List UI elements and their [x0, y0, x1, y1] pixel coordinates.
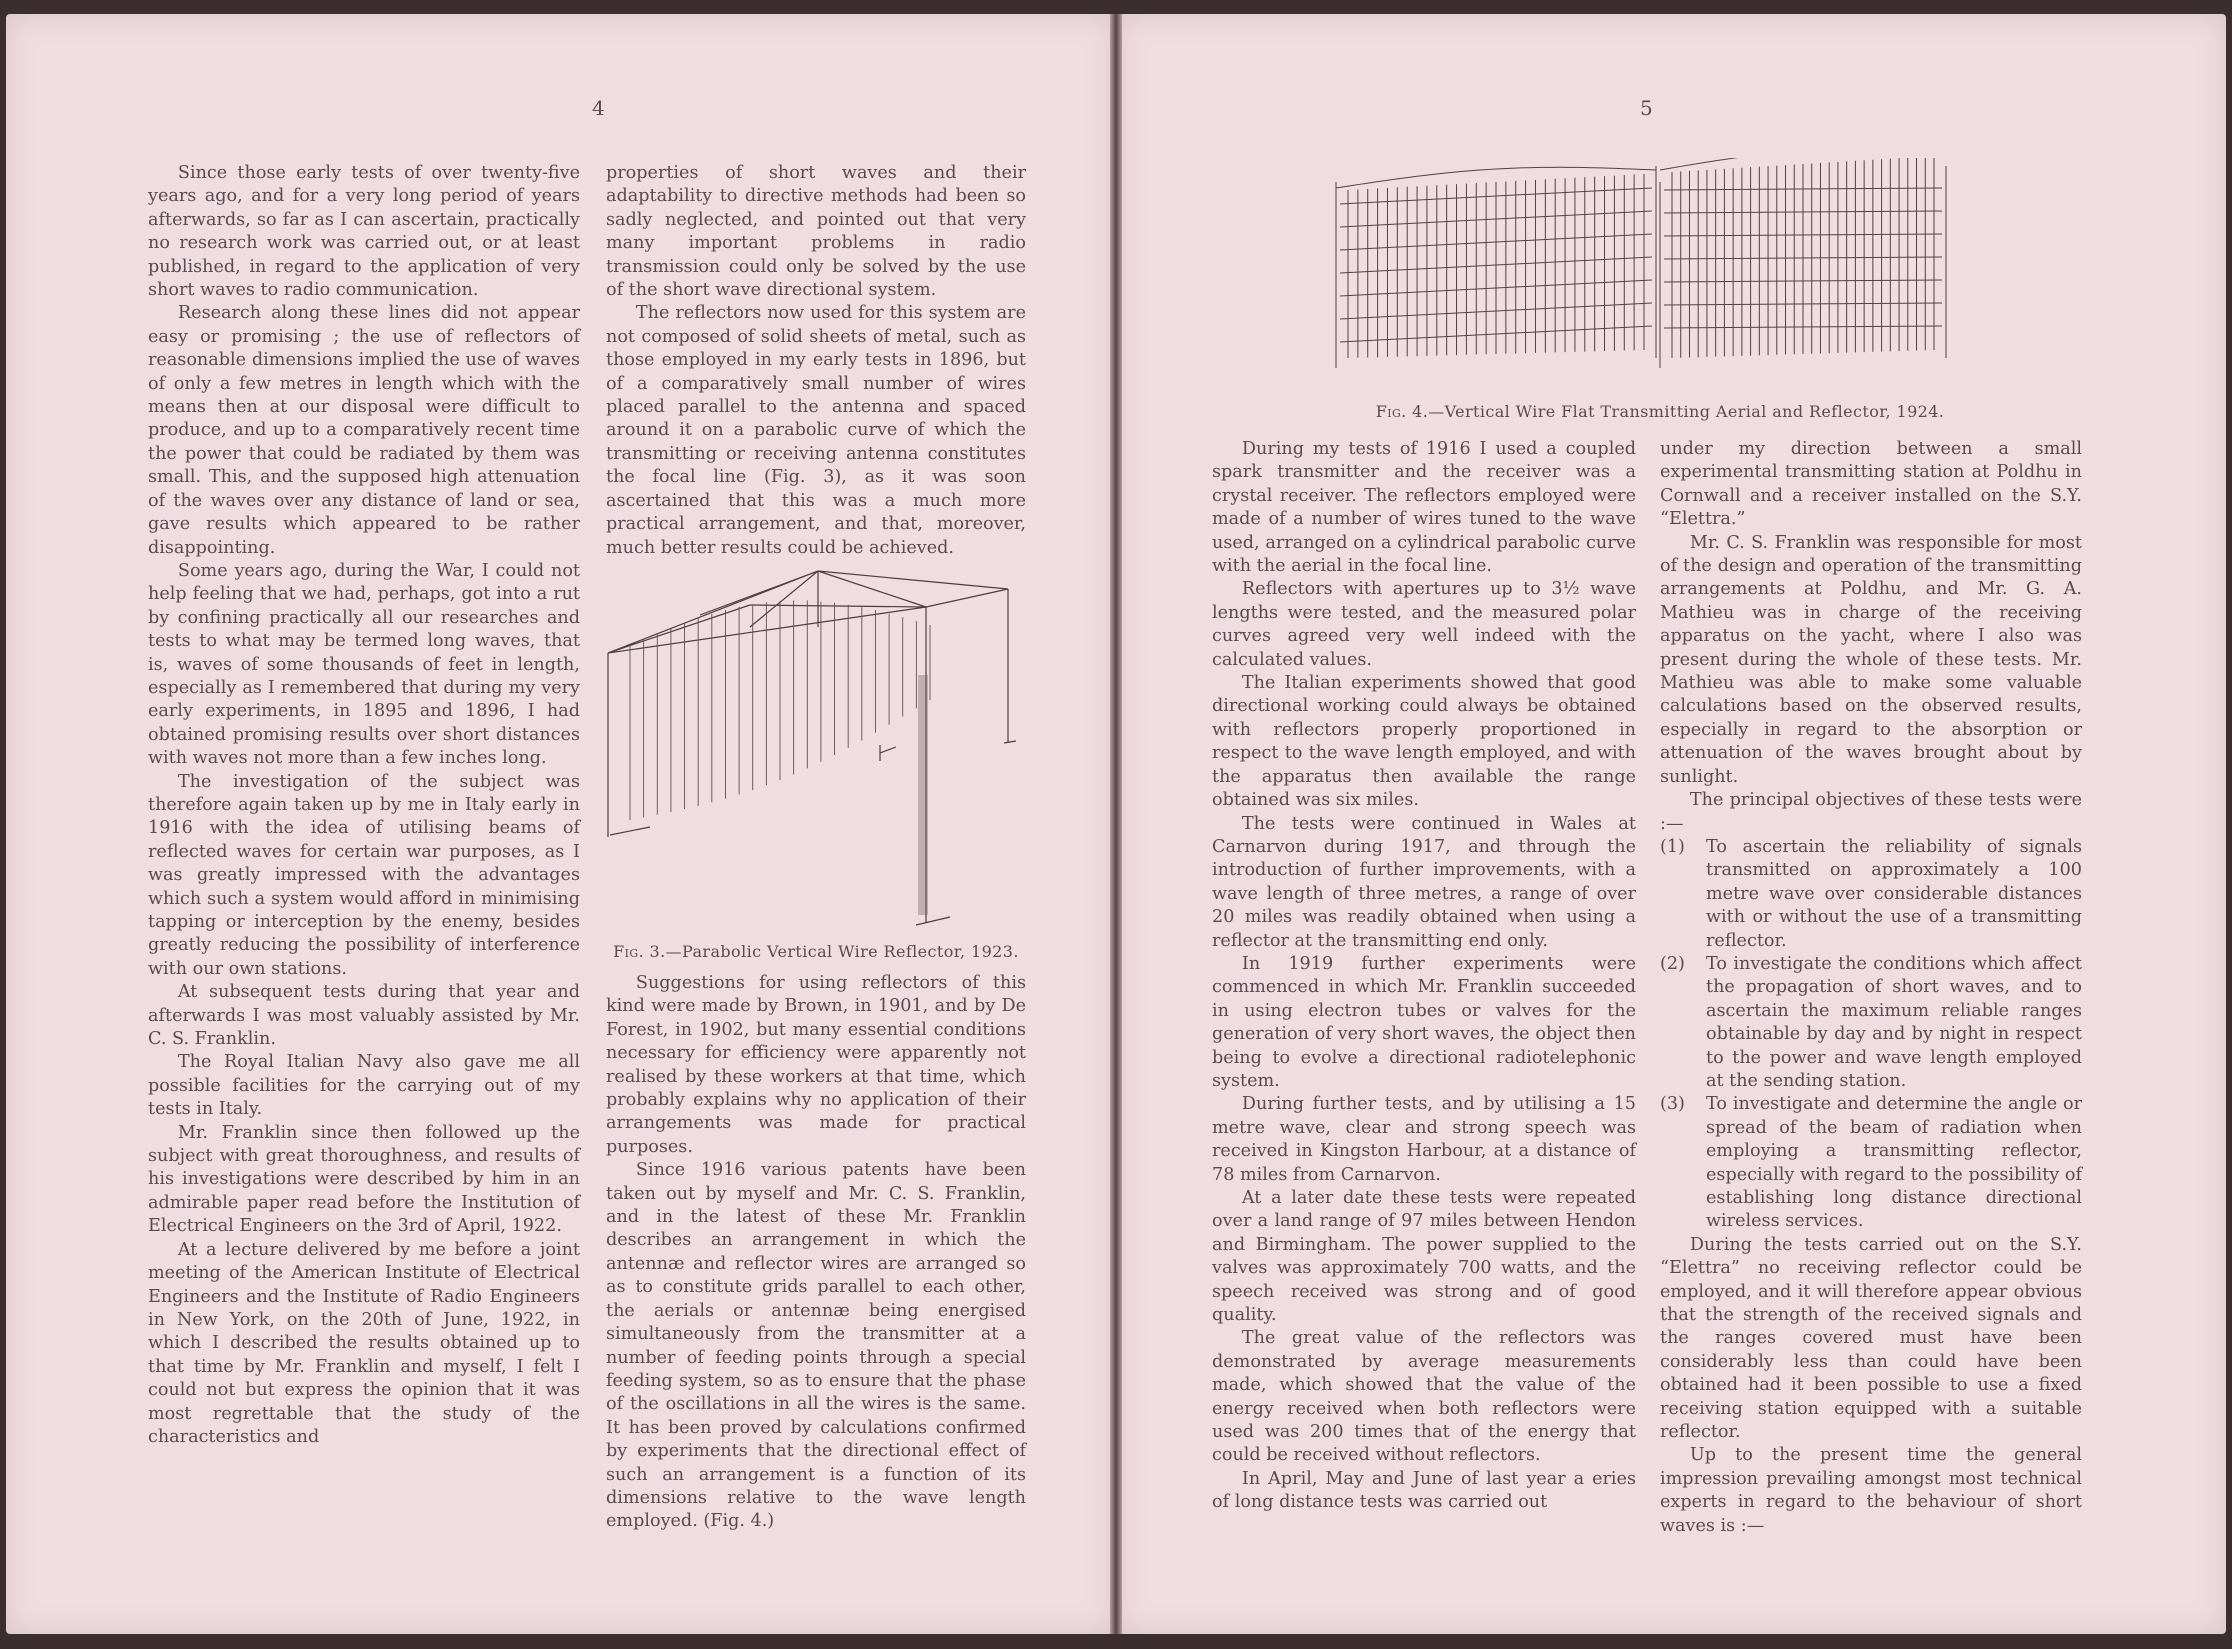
objectives-list [1660, 836, 2082, 1234]
paragraph: under my direction between a small experimental transmitting station at Poldhu in Cornwall and a receiver installed on the S.Y. “Elettra.” [1660, 439, 2082, 530]
fig3-caption [606, 942, 1026, 961]
paragraph: Mr. C. S. Franklin was responsible for most of the design and operation of the transmitting arrangements at Poldhu, and Mr. G. A. Mathieu was in charge of the receiving apparatus on the yacht, where I also was present during the whole of these tests. Mr. Mathieu was able to make some valuable calculations based on the observed results, especially in regard to the absorption or attenuation of the waves brought about by sunlight. [1660, 532, 2082, 787]
paragraph: The great value of the reflectors was demonstrated by average measurements made, which showed that the value of the energy received when both reflectors were used was 200 times that of the energy that could be received without reflectors. [1212, 1328, 1636, 1466]
paragraph: Research along these lines did not appear easy or promising ; the use of reflectors of reasonable dimensions implied the use of waves of only a few metres in length which with the means then at our disposal were difficult to produce, and up to a comparatively recent time the power that could be radiated by them was small. This, and the supposed high attenuation of the waves over any distance of land or sea, gave results which appeared to be rather disappointing. [148, 303, 580, 558]
right-column-2 [1660, 438, 2082, 1538]
fig4-flat-aerial-reflector-illustration [1326, 158, 1986, 388]
paragraph: During the tests carried out on the S.Y. “Elettra” no receiving reflector could be employed, and it will therefore appear obvious that the strength of the received signals and the ranges covered must have been considerably less than could have been obtained had it been possible to use a fixed receiving station equipped with a suitable reflector. [1660, 1234, 2082, 1443]
left-column-2-top [606, 162, 1026, 560]
objective-text: To ascertain the reliability of signals transmitted on approximately a 100 metre wave over considerable distances with or without the use of a transmitting reflector. [1706, 836, 2082, 951]
paragraph: During further tests, and by utilising a 15 metre wave, clear and strong speech was received in Kingston Harbour, at a distance of 78 miles from Carnarvon. [1212, 1094, 1636, 1185]
objective-item [1660, 953, 2082, 1093]
paragraph: Some years ago, during the War, I could not help feeling that we had, perhaps, got into a rut by confining practically all our researches and tests to what may be termed long waves, that is, waves of some thousands of feet in length, especially as I remembered that during my very early experiments, in 1895 and 1896, I had obtained promising results over short distances with waves not more than a few inches long. [148, 560, 580, 769]
right-column-1 [1212, 438, 1636, 1515]
paragraph: Suggestions for using reflectors of this kind were made by Brown, in 1901, and by De Forest, in 1902, but many essential conditions necessary for efficiency were apparently not realised by these workers at that time, which probably explains why no application of their arrangements was made for practical purposes. [606, 973, 1026, 1157]
paragraph: properties of short waves and their adaptability to directive methods had been so sadly neglected, and pointed out that very many important problems in radio transmission could only be solved by the use of the short wave directional system. [606, 163, 1026, 301]
paragraph: The investigation of the subject was therefore again taken up by me in Italy early in 1916 with the idea of utilising beams of reflected waves for certain war purposes, as I was greatly impressed with the advantages which such a system would afford in minimising tapping or interception by the enemy, besides greatly reducing the possibility of interference with our own stations. [148, 771, 580, 979]
fig4-caption-text: —Vertical Wire Flat Transmitting Aerial and Reflector, 1924. [1428, 402, 1945, 421]
paragraph: The principal objectives of these tests were :— [1660, 790, 2082, 834]
objective-number: (3) [1660, 1094, 1685, 1115]
paragraph: At subsequent tests during that year and afterwards I was most valuably assisted by Mr. C. S. Franklin. [148, 982, 580, 1050]
fig4-caption [1350, 402, 1970, 421]
objective-item [1660, 1093, 2082, 1233]
objective-text: To investigate the conditions which affect the propagation of short waves, and to ascertain the maximum reliable ranges obtainable by day and by night in respect to the power and wave length employed at the sending station. [1706, 953, 2082, 1091]
paragraph: The Italian experiments showed that good directional working could always be obtained with reflectors properly proportioned in respect to the wave length employed, and with the apparatus then available the range obtained was six miles. [1212, 673, 1636, 811]
page-number-right: 5 [1640, 96, 1653, 120]
paragraph: In 1919 further experiments were commenced in which Mr. Franklin succeeded in using electron tubes or valves for the generation of very short waves, the object then being to evolve a directional radiotelephonic system. [1212, 953, 1636, 1091]
objective-item [1660, 836, 2082, 953]
book-gutter [1110, 14, 1122, 1634]
paragraph: Reflectors with apertures up to 3½ wave lengths were tested, and the measured polar curves agreed very well indeed with the calculated values. [1212, 579, 1636, 670]
paragraph: Since those early tests of over twenty-five years ago, and for a very long period of years afterwards, so far as I can ascertain, practically no research work was carried out, or at least published, in regard to the application of very short waves to radio communication. [148, 163, 580, 301]
fig3-parabolic-reflector-illustration [600, 565, 1030, 935]
fig4-caption-label: Fig. 4. [1375, 402, 1429, 421]
objective-text: To investigate and determine the angle or spread of the beam of radiation when employing a transmitting reflector, especially with regard to the possibility of establishing long distance directional wireless services. [1706, 1094, 2082, 1232]
objective-number: (1) [1660, 836, 1685, 857]
paragraph: The reflectors now used for this system are not composed of solid sheets of metal, such as those employed in my early tests in 1896, but of a comparatively small number of wires placed parallel to the antenna and spaced around it on a parabolic curve of which the transmitting or receiving antenna constitutes the focal line (Fig. 3), as it was soon ascertained that this was a much more practical arrangement, and that, moreover, much better results could be achieved. [606, 303, 1026, 558]
paragraph: During my tests of 1916 I used a coupled spark transmitter and the receiver was a crystal receiver. The reflectors employed were made of a number of wires tuned to the wave used, arranged on a cylindrical parabolic curve with the aerial in the focal line. [1212, 439, 1636, 577]
paragraph: The tests were continued in Wales at Carnarvon during 1917, and through the introduction of further improvements, with a wave length of three metres, a range of over 20 miles was readily obtained when using a reflector at the transmitting end only. [1212, 813, 1636, 951]
paragraph: In April, May and June of last year a eries of long distance tests was carried out [1212, 1468, 1636, 1513]
objective-number: (2) [1660, 953, 1685, 974]
paragraph: Since 1916 various patents have been taken out by myself and Mr. C. S. Franklin, and in the latest of these Mr. Franklin describes an arrangement in which the antennæ and reflector wires are arranged so as to constitute grids parallel to each other, the aerials or antennæ being energised simultaneously from the transmitter at a number of feeding points through a special feeding system, so as to ensure that the phase of the oscillations in all the wires is the same. It has been proved by calculations confirmed by experiments that the directional effect of such an arrangement is a function of its dimensions relative to the wave length employed. (Fig. 4.) [606, 1160, 1026, 1532]
paragraph: At a lecture delivered by me before a joint meeting of the American Institute of Electrical Engineers and the Institute of Radio Engineers in New York, on the 20th of June, 1922, in which I described the results obtained up to that time by Mr. Franklin and myself, I felt I could not but express the opinion that it was most regrettable that the study of the characteristics and [148, 1239, 580, 1447]
left-column-1 [148, 162, 580, 1449]
fig3-caption-text: —Parabolic Vertical Wire Reflector, 1923. [665, 942, 1019, 961]
left-column-2-bottom [606, 972, 1026, 1534]
fig3-caption-label: Fig. 3. [613, 942, 666, 961]
page-number-left: 4 [592, 96, 605, 120]
paragraph: The Royal Italian Navy also gave me all possible facilities for the carrying out of my tests in Italy. [148, 1052, 580, 1120]
paragraph: Up to the present time the general impression prevailing amongst most technical experts in regard to the behaviour of short waves is :— [1660, 1445, 2082, 1536]
paragraph: At a later date these tests were repeated over a land range of 97 miles between Hendon and Birmingham. The power supplied to the valves was approximately 700 watts, and the speech received was strong and of good quality. [1212, 1188, 1636, 1326]
paragraph: Mr. Franklin since then followed up the subject with great thoroughness, and results of his investigations were described by him in an admirable paper read before the Institution of Electrical Engineers on the 3rd of April, 1922. [148, 1122, 580, 1237]
